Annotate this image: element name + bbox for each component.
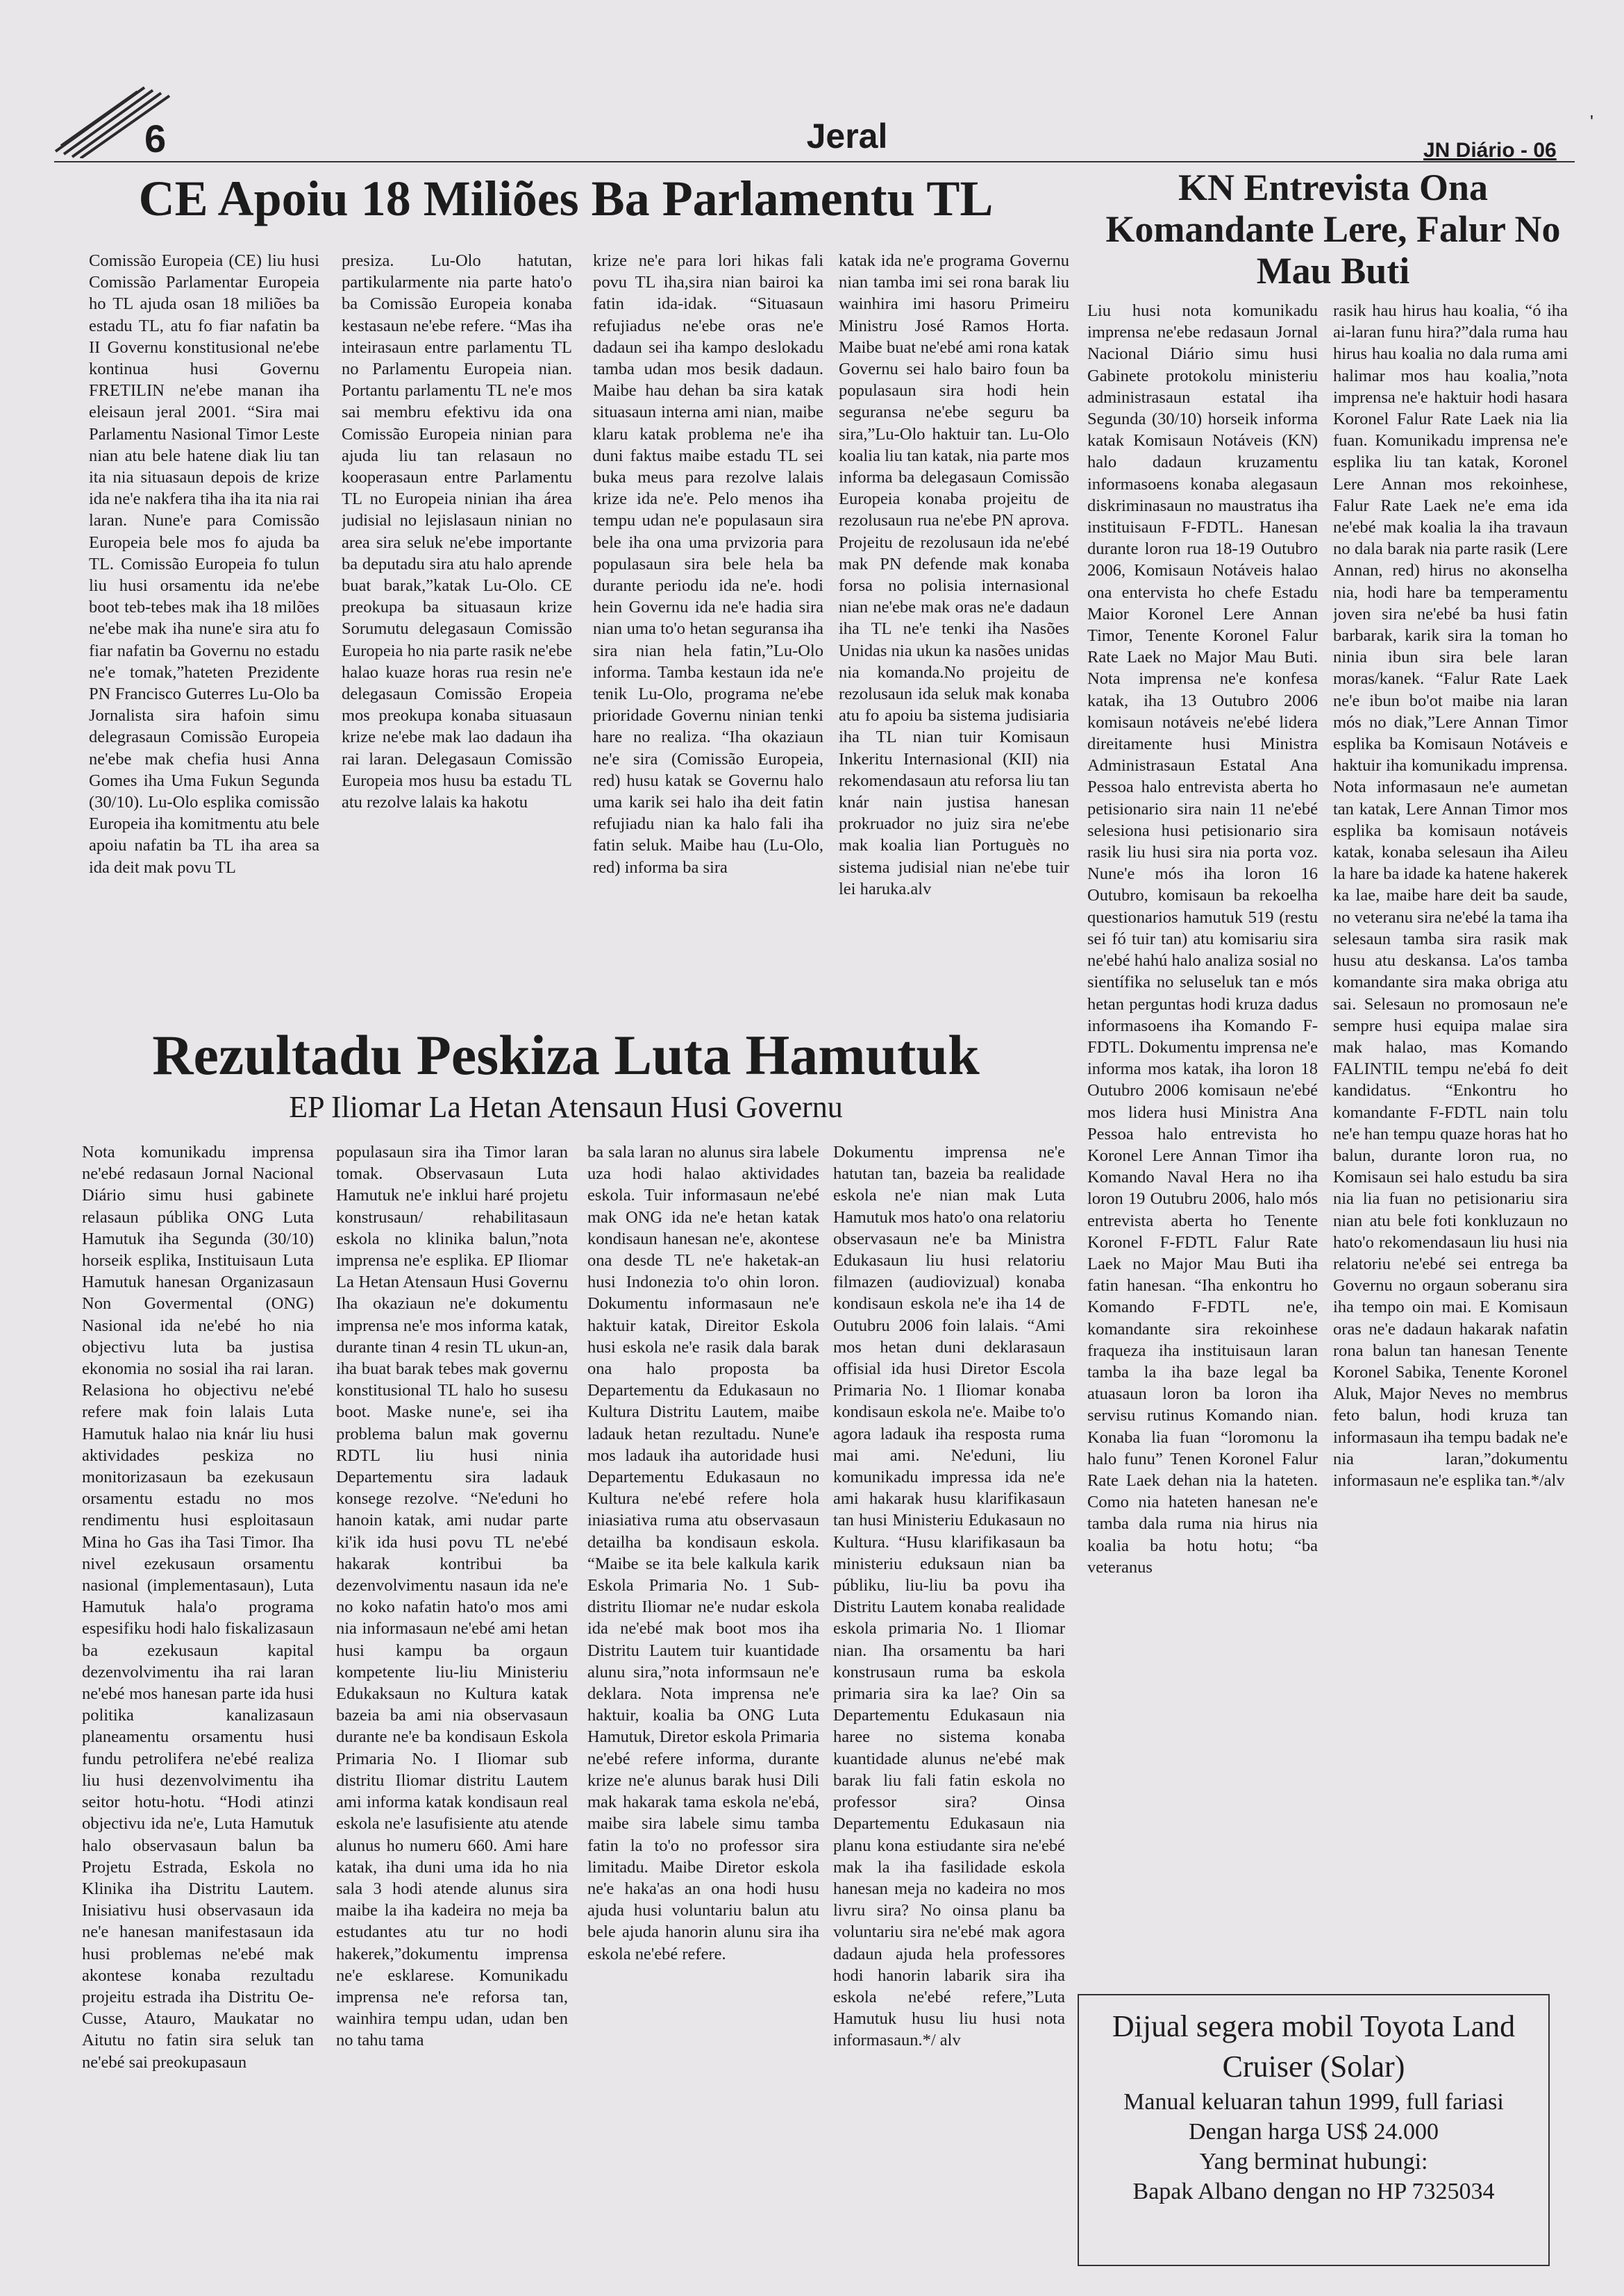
ad-title: Dijual segera mobil Toyota Land Cruiser (Solar)	[1112, 2009, 1516, 2084]
article3-subheadline: EP Iliomar La Hetan Atensaun Husi Governu	[289, 1090, 843, 1124]
article1-col1-text: Comissão Europeia (CE) liu husi Comissão Parlamentar Europeia ho TL ajuda osan 18 miliões ba estadu TL, atu fo fiar nafatin ba II Governu konstitusional ne'ebe kontinua husi Governu FRETILIN ne'ebe manan iha eleisaun jeral 2001. “Sira mai Parlamentu Nasional Timor Leste nian atu bele hatene diak liu tan ita nia situasaun depois de krize ida ne'e nakfera tiha iha ita nia rai laran. Nune'e para Comissão Europeia bele mos fo ajuda ba TL. Comissão Europeia fo tulun liu husi orsamentu ida ne'ebe boot teb-tebes mak iha 18 milões ne'ebe mak iha nune'e sira atu fo fiar nafatin ba Governu no estadu ne'e tomak,”hateten Prezidente PN Francisco Guterres Lu-Olo ba Jornalista sira hafoin simu delegrasaun Comissão Europeia ne'ebe mak chefia husi Anna Gomes iha Uma Fukun Segunda (30/10). Lu-Olo esplika comissão Europeia iha komitmentu atu bele apoiu nafatin ba TL iha area sa ida deit mak povu TL	[89, 251, 319, 877]
article1-col3-text: krize ne'e para lori hikas fali povu TL iha,sira nian bairoi ka fatin ida-idak. “Situasaun refujiadus ne'ebe oras ne'e dadaun sei iha kampo deslokadu tamba udan mos besik dadaun. Maibe hau dehan ba sira katak situasaun interna ami nian, maibe klaru katak problema ne'e iha duni faktus maibe estadu TL sei buka meus para rezolve lalais krize ida ne'e. Pelo menos iha tempu udan ne'e populasaun sira bele iha ona uma prvizoria para populasaun sira bele hela ba durante periodu ida ne'e. hodi hein Governu ida ne'e hadia sira nian uma to'o hetan seguransa iha sira nian hela fatin,”Lu-Olo informa. Tamba kestaun ida ne'e tenik Lu-Olo, programa ne'ebe prioridade Governu ninian tenki hare no realiza. “Iha okaziaun ne'e sira (Comissão Europeia, red) husu katak se Governu halo uma karik sei halo iha deit fatin refujiadu nian ka halo fali iha fatin seluk. Maibe hau (Lu-Olo, red) informa ba sira	[593, 251, 823, 877]
issue-label: JN Diário - 06	[1423, 139, 1557, 162]
article2-headline: KN Entrevista Ona Komandante Lere, Falur No Mau Buti	[1105, 167, 1561, 292]
article1-column-4	[839, 250, 1069, 1017]
article3-column-3	[587, 1141, 819, 2238]
page-mark: '	[1590, 111, 1593, 132]
article2-col1-text: Liu husi nota komunikadu imprensa ne'ebe redasaun Jornal Nacional Diário simu husi Gabinete protokolu ministeriu administrasaun estatal iha Segunda (30/10) horseik informa katak Komisaun Notáveis (KN) halo dadaun kruzamentu informasoens konaba alegasaun diskriminasaun no maustratus iha instituisaun F-FDTL. Hanesan durante loron rua 18-19 Outubro 2006, Komisaun Notáveis halao ona entervista ho chefe Estadu Maior Koronel Lere Annan Timor, Tenente Koronel Falur Rate Laek no Major Mau Buti. Nota imprensa ne'e konfesa katak, iha 13 Outubro 2006 komisaun notáveis ne'ebé lidera direitamente husi Ministra Administrasaun Estatal Ana Pessoa halo entrevista aberta ho petisionario sira nain 11 ne'ebé selesiona husi petisionario sira rasik liu husi sira nia porta voz. Nune'e mós iha loron 16 Outubro, komisaun ba rekoelha questionarios hamutuk 519 (restu sei fó tuir tan) atu komisariu sira ne'ebé hahú halo analiza sosial no sientífika no seluseluk tan e mós hetan perguntas hodi kruza dadus informasoens iha Komando F-FDTL. Dokumentu imprensa ne'e informa mos katak, iha loron 18 Outubro 2006 komisaun ne'ebé mos lidera husi Ministra Ana Pessoa halo entrevista ho Koronel Lere Annan Timor iha Komando Naval Hera no iha loron 19 Outubru 2006, halo mós entrevista aberta ho Tenente Koronel F-FDTL Falur Rate Laek no Major Mau Buti iha fatin hanesan. “Iha enkontru ho Komando F-FDTL ne'e, komandante sira rekoinhese fraqueza iha instituisaun laran tamba la iha baze legal ba atuasaun loron ba loron iha servisu rutinus Komando nian. Konaba lia fuan “loromonu la halo funu” Tenen Koronel Falur Rate Laek dehan nia la hateten. Como nia hateten hanesan ne'e tamba dala ruma nia hirus nia koalia ba hotu hotu; “ba veteranus	[1087, 301, 1318, 1577]
article3-col3-text: ba sala laran no alunus sira labele uza hodi halao aktividades eskola. Tuir informasaun ne'ebé mak ONG ida ne'e hetan katak kondisaun hanesan ne'e, akontese ona desde TL ne'e haketak-an husi Indonezia to'o ohin loron. Dokumentu informasaun ne'e haktuir katak, Direitor Eskola husi eskola ne'e rasik dala barak ona halo proposta ba Departementu da Edukasaun no Kultura Distritu Lautem, maibe ladauk hetan rezultadu. Nune'e mos ladauk iha autoridade husi Departementu Edukasaun no Kultura ne'ebé refere hola iniasiativa ruma atu observasaun detailha ba kondisaun eskola. “Maibe se ita bele kalkula karik Eskola Primaria No. 1 Sub-distritu Iliomar ne'e nudar eskola ida ne'ebé mak boot mos iha Distritu Lautem tuir kuantidade alunu sira,”nota informsaun ne'e deklara. Nota imprensa ne'e haktuir, koalia ba ONG Luta Hamutuk, Diretor eskola Primaria ne'ebé refere informa, durante krize ne'e alunus barak husi Dili mak hakarak tama eskola ne'ebá, maibe sira labele simu tamba fatin la to'o no professor sira limitadu. Maibe Diretor eskola ne'e haka'as an ona hodi husu ajuda husi voluntariu balun atu bele ajuda hanorin alunu sira iha eskola ne'ebé refere.	[587, 1143, 819, 1963]
ad-line-3: Yang berminat hubungi:	[1199, 2149, 1428, 2175]
article3-col1-text: Nota komunikadu imprensa ne'ebé redasaun Jornal Nacional Diário simu husi gabinete relasaun públika ONG Luta Hamutuk iha Segunda (30/10) horseik esplika, Instituisaun Luta Hamutuk hanesan Organizasaun Non Govermental (ONG) Nasional ida ne'ebé ho nia objectivu luta ba justisa ekonomia no sosial iha rai laran. Relasiona ho objectivu ne'ebé refere mak foin lalais Luta Hamutuk halao nia knár liu husi aktividades peskiza no monitorizasaun ba ezekusaun orsamentu estadu no mos rendimentu husi esploitasaun Mina ho Gas iha Tasi Timor. Iha nivel ezekusaun orsamentu nasional (implementasaun), Luta Hamutuk hala'o programa espesifiku hodi halo fiskalizasaun ba ezekusaun kapital dezenvolvimentu iha rai laran ne'ebé mos hanesan parte ida husi politika kanalizasaun planeamentu orsamentu husi fundu petrolifera ne'ebé realiza liu husi dezenvolvimentu iha seitor hotu-hotu. “Hodi atinzi objectivu ida ne'e, Luta Hamutuk halo observasaun balun ba Projetu Estrada, Eskola no Klinika iha Distritu Lautem. Inisiativu husi observasaun ida ne'e hanesan manifestasaun ida husi problemas ne'ebé mak akontese konaba rezultadu projeitu estrada iha Distritu Oe-Cusse, Atauro, Maukatar no Aitutu no fatin sira seluk tan ne'ebé sai preokupasaun	[82, 1143, 314, 2072]
article3-col2-text: populasaun sira iha Timor laran tomak. Observasaun Luta Hamutuk ne'e inklui haré projetu konstrusaun/ rehabilitasaun eskola no klinika balun,”nota imprensa ne'e esplika. EP Iliomar La Hetan Atensaun Husi Governu Iha okaziaun ne'e dokumentu imprensa ne'e mos informa katak, durante tinan 4 resin TL ukun-an, iha buat barak tebes mak governu konstitusional TL halo ho susesu boot. Maske nune'e, sei iha problema balun mak governu RDTL liu husi ninia Departementu sira ladauk konsege rezolve. “Ne'eduni ho hanoin katak, ami nudar parte ki'ik ida husi povu TL ne'ebé hakarak kontribui ba dezenvolvimentu nasaun ida ne'e no koko nafatin hato'o mos ami nia informasaun ne'ebé ami hetan husi kampu ba orgaun kompetente liu-liu Ministeriu Edukaksaun no Kultura katak bazeia ba ami nia observasaun durante ne'e ba kondisaun Eskola Primaria No. I Iliomar sub distritu Iliomar distritu Lautem ami informa katak kondisaun real eskola ne'e lasufisiente atu atende alunus ho numeru 660. Ami hare katak, iha duni uma ida ho nia sala 3 hodi atende alunus sira maibe la iha kadeira no meja ba estudantes atu tur no hodi hakerek,”dokumentu imprensa ne'e esklarese. Komunikadu imprensa ne'e reforsa tan, wainhira tempu udan, udan ben no tahu tama	[336, 1143, 568, 2050]
article3-column-4	[833, 1141, 1065, 2238]
ad-line-2: Dengan harga US$ 24.000	[1188, 2119, 1439, 2145]
article1-column-1	[89, 250, 319, 1017]
article1-column-2	[342, 250, 572, 1017]
ad-line-4: Bapak Albano dengan no HP 7325034	[1132, 2179, 1495, 2204]
article2-column-2	[1333, 300, 1568, 1984]
page-number: 6	[144, 117, 167, 160]
article1-col4-text: katak ida ne'e programa Governu nian tamba imi sei rona barak liu wainhira imi hasoru Primeiru Ministru José Ramos Horta. Maibe buat ne'ebé ami rona katak Governu sei halo bairo foun ba populasaun sira hodi hein seguransa ne'ebe seguru ba sira,”Lu-Olo haktuir tan. Lu-Olo koalia liu tan katak, nia parte mos informa ba delegasaun Comissão Europeia konaba projeitu de rezolusaun rua ne'ebe PN aprova. Projeitu de rezolusaun ida ne'ebé mak PN defende mak konaba forsa no polisia internasional nian ne'ebe mak oras ne'e dadaun iha TL ne'e tenki iha Nasões Unidas nia ukun ka nasões unidas nia komanda.No projeitu de rezolusaun ida seluk mak konaba atu fo apoiu ba sistema judisiaria iha TL nian tuir Komisaun Inkeritu Internasional (KII) nia rekomendasaun atu reforsa liu tan knár nain justisa hanesan prokruador no juiz sira ne'ebe mak koalia lian Portuguès no sistema judisial nian ne'ebe tuir lei haruka.alv	[839, 251, 1069, 898]
article1-column-3	[593, 250, 823, 1017]
article3-column-1	[82, 1141, 314, 2238]
article3-headline: Rezultadu Peskiza Luta Hamutuk	[152, 1023, 980, 1087]
article1-headline: CE Apoiu 18 Miliões Ba Parlamentu TL	[138, 171, 994, 226]
ad-line-1: Manual keluaran tahun 1999, full fariasi	[1123, 2089, 1504, 2115]
article3-col4-text: Dokumentu imprensa ne'e hatutan tan, bazeia ba realidade eskola ne'e nian mak Luta Hamutuk mos hato'o ona relatoriu observasaun ne'e ba Ministra Edukasaun liu husi relatoriu filmazen (audiovizual) konaba kondisaun eskola ne'e iha 14 de Outubru 2006 foin lalais. “Ami mos hetan duni deklarasaun offisial ida husi Diretor Escola Primaria No. 1 Iliomar konaba kondisaun eskola ne'e. Maibe to'o agora ladauk iha resposta ruma mai ami. Ne'eduni, liu komunikadu impressa ida ne'e ami hakarak husu klarifikasaun tan husi Ministeriu Edukasaun no Kultura. “Husu klarifikasaun ba ministeriu eduksaun nian ba públiku, liu-liu ba povu iha Distritu Lautem konaba realidade eskola primaria No. 1 Iliomar nian. Iha orsamentu ba hari konstrusaun ruma ba eskola primaria sira ka lae? Oin sa Departementu Edukasaun nia haree no sistema konaba kuantidade alunus ne'ebé mak barak liu fali fatin eskola no professor sira? Oinsa Departementu Edukasaun nia planu kona estiudante sira ne'ebé mak la iha fasilidade eskola hanesan meja no kadeira no mos livru sira? No oinsa planu ba voluntariu sira ne'ebé mak agora dadaun ajuda hela professores hodi hanorin labarik sira iha eskola ne'ebé refere,”Luta Hamutuk husu liu husi nota informasaun.*/ alv	[833, 1143, 1065, 2050]
article2-column-1	[1087, 300, 1318, 1984]
classified-ad-box	[1078, 1994, 1550, 2266]
header-rule	[54, 161, 1575, 162]
section-title: Jeral	[806, 117, 888, 156]
article1-col2-text: presiza. Lu-Olo hatutan, partikularmente nia parte hato'o ba Comissão Europeia konaba kestasaun ne'ebe refere. “Mas iha inteirasaun entre parlamentu TL no Parlamentu Europeia nian. Portantu parlamentu TL ne'e mos sai membru efektivu ida ona Comissão Europeia ninian para ajuda liu tan relasaun no kooperasaun entre Parlamentu TL no Europeia ninian iha área judisial no lejislasaun ninian no area sira seluk ne'ebe importante ba deputadu sira atu halo aprende buat barak,”katak Lu-Olo. CE preokupa ba situasaun krize Sorumutu delegasaun Comissão Europeia ho nia parte rasik ne'ebe halao kuaze horas rua resin ne'e delegasaun Comissão Eropeia mos preokupa konaba situasaun krize ne'ebe mak lao dadaun iha rai laran. Delegasaun Comissão Europeia mos husu ba estadu TL atu rezolve lalais ka hakotu	[342, 251, 572, 812]
article3-column-2	[336, 1141, 568, 2238]
article2-col2-text: rasik hau hirus hau koalia, “ó iha ai-laran funu hira?”dala ruma hau hirus hau koalia no dala ruma ami halimar mos hau koalia,”nota imprensa ne'e haktuir hodi hasara Koronel Falur Rate Laek nia lia fuan. Komunikadu imprensa ne'e esplika liu tan katak, Koronel Lere Annan mos rekoinhese, Falur Rate Laek ne'e ema ida ne'ebé mak koalia la iha travaun no dala barak nia parte rasik (Lere Annan, red) hirus no akonselha nia, hodi hare ba temperamentu joven sira ne'ebé ba husi fatin barbarak, karik sira la toman ho ninia ibun sira bele laran moras/kanek. “Falur Rate Laek ne'e ibun bo'ot maibe nia laran mós no diak,”Lere Annan Timor esplika ba Komisaun Notáveis e haktuir iha komunikadu imprensa. Nota informasaun ne'e aumetan tan katak, Lere Annan Timor mos esplika ba komisaun notáveis katak, konaba selesaun iha Aileu la hare ba idade ka hatene hakerek ka lae, maibe hare deit ba saude, no veteranu sira ne'ebé la tama iha selesaun tamba sira rasik mak husu atu deskansa. La'os tamba komandante sira maka obriga atu sai. Selesaun no promosaun ne'e sempre husi equipa malae sira mak halao, mas Komando FALINTIL tempu ne'ebá fo deit kandidatus. “Enkontru ho komandante F-FDTL nain tolu ne'e han tempu quaze horas hat ho balun, durante loron rua, no Komisaun sei halo estudu ba sira nia lia fuan no petisionariu sira nian atu bele foti konkluzaun no hato'o rekomendasaun liu husi nia relatoriu ne'ebé sei entrega ba Governu no orgaun soberanu sira iha tempo oin mai. E Komisaun oras ne'e dadaun hakarak nafatin rona balun tan hanesan Tenente Koronel Sabika, Tenente Koronel Aluk, Major Neves no membrus feto balun, hodi kruza tan informasaun iha tempu badak ne'e nia laran,”dokumentu informasaun ne'e esplika tan.*/alv	[1333, 301, 1568, 1490]
